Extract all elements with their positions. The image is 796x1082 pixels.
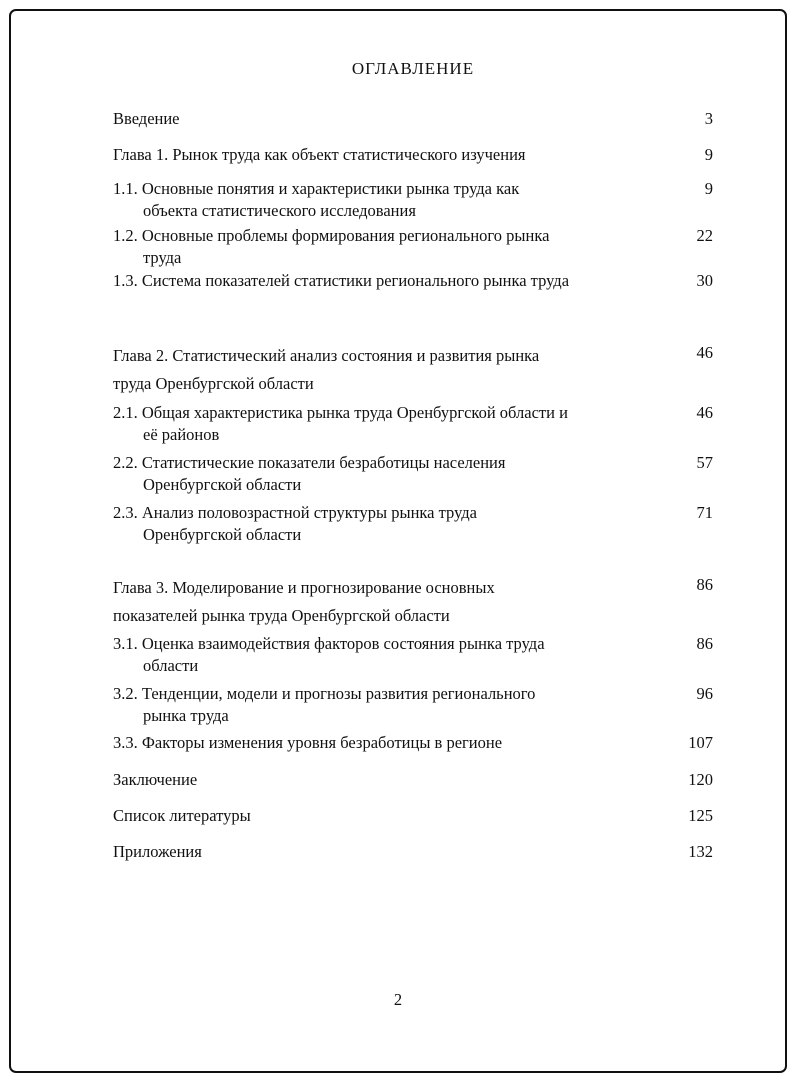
- toc-entry: [113, 841, 713, 863]
- table-of-contents: [113, 108, 713, 863]
- footer-page-number: 2: [393, 990, 403, 1009]
- toc-entry-page: 96: [696, 684, 713, 703]
- toc-entry-page: 9: [704, 179, 713, 198]
- toc-entry-page: 3: [704, 109, 713, 128]
- toc-entry-text-cont: труда: [143, 248, 182, 267]
- toc-entry: [113, 144, 713, 166]
- toc-entry-text-cont: Оренбургской области: [143, 525, 302, 544]
- toc-entry: [113, 178, 713, 222]
- toc-entry-text: 2.3. Анализ половозрастной структуры рынка труда: [113, 503, 478, 522]
- toc-entry: [113, 732, 713, 754]
- toc-entry-text: 3.3. Факторы изменения уровня безработицы в регионе: [113, 733, 503, 752]
- toc-entry: [113, 342, 713, 398]
- toc-entry-text: 2.2. Статистические показатели безработицы населения: [113, 453, 506, 472]
- toc-entry-text: Список литературы: [113, 806, 251, 825]
- toc-entry-page: 22: [696, 226, 713, 245]
- toc-entry-text: Введение: [113, 109, 180, 128]
- toc-entry: [113, 769, 713, 791]
- toc-entry-page: 30: [696, 271, 713, 290]
- toc-entry: [113, 452, 713, 496]
- toc-entry-text: 1.3. Система показателей статистики регионального рынка труда: [113, 271, 570, 290]
- toc-entry-page: 107: [688, 733, 713, 752]
- toc-entry-text: Глава 2. Статистический анализ состояния и развития рынка: [113, 346, 540, 365]
- toc-entry: [113, 805, 713, 827]
- toc-entry-text: Приложения: [113, 842, 202, 861]
- toc-entry: [113, 502, 713, 546]
- toc-entry: [113, 108, 713, 130]
- toc-entry-text: Глава 1. Рынок труда как объект статистического изучения: [113, 145, 526, 164]
- toc-entry-page: 120: [688, 770, 713, 789]
- toc-entry: [113, 270, 713, 292]
- toc-entry-text: Заключение: [113, 770, 198, 789]
- toc-page: [113, 58, 713, 863]
- toc-entry: [113, 402, 713, 446]
- toc-entry-page: 57: [696, 453, 713, 472]
- toc-entry-text-cont: показателей рынка труда Оренбургской области: [113, 606, 450, 625]
- toc-entry-text: Глава 3. Моделирование и прогнозирование основных: [113, 578, 495, 597]
- toc-entry-text: 3.2. Тенденции, модели и прогнозы развития регионального: [113, 684, 536, 703]
- toc-entry-page: 86: [696, 634, 713, 653]
- toc-entry: [113, 574, 713, 630]
- toc-entry-text-cont: труда Оренбургской области: [113, 374, 314, 393]
- toc-entry-text: 1.1. Основные понятия и характеристики рынка труда как: [113, 179, 520, 198]
- toc-entry-text-cont: объекта статистического исследования: [143, 201, 416, 220]
- toc-entry-page: 9: [704, 145, 713, 164]
- toc-entry-text-cont: рынка труда: [143, 706, 229, 725]
- page-title: ОГЛАВЛЕНИЕ: [351, 59, 475, 78]
- toc-entry: [113, 225, 713, 269]
- toc-entry-page: 86: [696, 575, 713, 594]
- toc-entry-text: 1.2. Основные проблемы формирования регионального рынка: [113, 226, 550, 245]
- toc-entry: [113, 633, 713, 677]
- toc-entry: [113, 683, 713, 727]
- toc-entry-text-cont: области: [143, 656, 199, 675]
- toc-entry-text: 2.1. Общая характеристика рынка труда Оренбургской области и: [113, 403, 568, 422]
- toc-entry-page: 125: [688, 806, 713, 825]
- toc-entry-text-cont: Оренбургской области: [143, 475, 302, 494]
- toc-entry-text: 3.1. Оценка взаимодействия факторов состояния рынка труда: [113, 634, 545, 653]
- toc-entry-page: 46: [696, 343, 713, 362]
- toc-entry-page: 132: [688, 842, 713, 861]
- toc-entry-page: 71: [696, 503, 713, 522]
- toc-entry-text-cont: её районов: [143, 425, 220, 444]
- toc-entry-page: 46: [696, 403, 713, 422]
